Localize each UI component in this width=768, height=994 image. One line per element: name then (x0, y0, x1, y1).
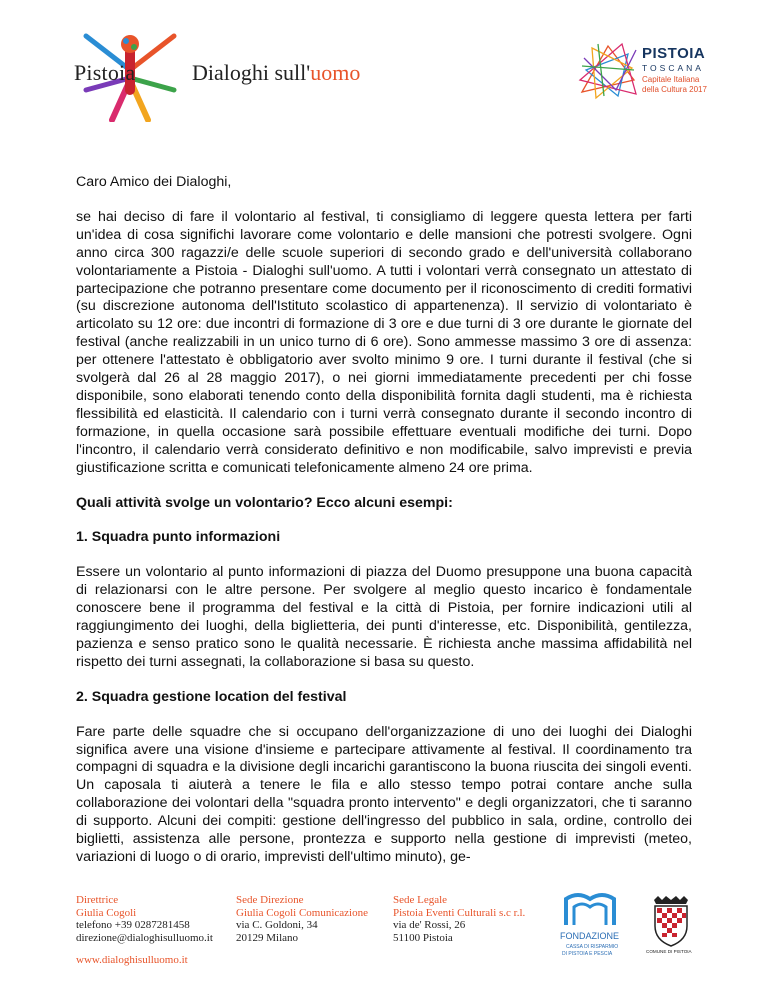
brand-dialoghi-main: Dialoghi sull' (192, 60, 311, 85)
brand-pistoia: Pistoia (74, 60, 136, 85)
salutation: Caro Amico dei Dialoghi, (76, 174, 232, 190)
footer-col2-street: via C. Goldoni, 34 (236, 919, 318, 931)
footer-sede-legale (393, 894, 525, 944)
footer-col3-street: via de' Rossi, 26 (393, 919, 466, 931)
fondazione-line-1: FONDAZIONE (560, 931, 620, 941)
pistoia-capitale-logo (578, 40, 638, 100)
brand-dialoghi-accent: uomo (310, 60, 361, 85)
footer-col3-name: Pistoia Eventi Culturali s.c r.l. (393, 906, 526, 919)
footer-col1-phone: telefono +39 0287281458 (76, 919, 190, 931)
comune-di-pistoia-crest (646, 894, 696, 954)
capitale-line-2: della Cultura 2017 (642, 85, 707, 94)
section-2-paragraph: Fare parte delle squadre che si occupano dell'organizzazione di uno dei luoghi dei Dialoghi significa avere una visione d'insieme e partecipare attivamente al festival. Il coordinamento tra compagni di squadra e la divisione degli incarichi garantiscono la buona riuscita dei singoli eventi. Un caposala ti aiuterà a tenere le fila e allo stesso tempo potrai contare anche sulla collaborazione dei volontari della "squadra pronto intervento" e degli organizzatori, che ti saranno di supporto. Alcuni dei compiti: gestione dell'ingresso del pubblico in sala, ordine, controllo dei biglietti, assistenza alle persone, prontezza e supporto nella gestione di imprevisti (meteo, variazioni di luogo o di orario, imprevisti dell'ultimo minuto), ge- (76, 723, 692, 865)
question-heading: Quali attività svolge un volontario? Ecco alcuni esempi: (76, 494, 453, 511)
footer-col1-name: Giulia Cogoli (76, 906, 137, 919)
pistoia-title: PISTOIA (642, 45, 706, 62)
website-link[interactable]: www.dialoghisulluomo.it (76, 954, 188, 966)
comune-label: COMUNE DI PISTOIA (646, 949, 692, 954)
letter-footer (0, 884, 768, 994)
letter-body (76, 174, 692, 884)
section-2-title: 2. Squadra gestione location del festival (76, 688, 347, 705)
footer-col2-heading: Sede Direzione (236, 894, 304, 906)
fondazione-line-3: DI PISTOIA E PESCIA (562, 951, 613, 957)
footer-col1-email[interactable]: direzione@dialoghisulluomo.it (76, 931, 213, 944)
intro-paragraph: se hai deciso di fare il volontario al festival, ti consigliamo di leggere questa lettera per farti un'idea di cosa significhi lavorare come volontario e delle mansioni che potresti svolgere. Ogni anno circa 300 ragazzi/e delle scuole superiori di secondo grado e dell'università collaborano volontariamente a Pistoia - Dialoghi sull'uomo. A tutti i volontari verrà consegnato un attestato di partecipazione che potranno presentare come documento per il riconoscimento di crediti formativi (su discrezione autonoma dell'Istituto scolastico di appartenenza). Il servizio di volontariato è articolato su 12 ore: due incontri di formazione di 3 ore e due turni di 3 ore durante le giornate del festival (anche realizzabili in un unico turno di 6 ore). Sono ammesse massimo 3 ore di assenza: per ottenere l'attestato è obbligatorio aver svolto minimo 9 ore. I turni durante il festival (che si svolgerà dal 26 al 28 maggio 2017), o nei giorni immediatamente precedenti per chi fosse disponibile, sono elaborati tenendo conto della disponibilità fornita dagli studenti, ma è richiesta flessibilità ed elasticità. Il calendario con i turni verrà consegnato durante il secondo incontro di formazione, in quella occasione sarà possibile effettuare eventuali modifiche dei turni. Dopo l'incontro, il calendario verrà considerato definitivo e non modificabile, salvo imprevisti e previa giustificazione scritta e comunicati telefonicamente almeno 24 ore prima. (76, 208, 692, 476)
capitale-line-1: Capitale Italiana (642, 75, 700, 84)
fondazione-logo (560, 891, 620, 963)
footer-col2-name: Giulia Cogoli Comunicazione (236, 906, 368, 919)
footer-sede-direzione (236, 894, 368, 944)
fondazione-line-2: CASSA DI RISPARMIO (566, 944, 619, 950)
letterhead (0, 0, 768, 130)
section-1-paragraph: Essere un volontario al punto informazioni di piazza del Duomo presuppone una buona capacità di relazionarsi con le altre persone. Per svolgere al meglio questo incarico è fondamentale conoscere bene il programma del festival e la città di Pistoia, per fornire indicazioni utili al raggiungimento dei luoghi, della biglietteria, dei punti d'interesse, etc. Disponibilità, gentilezza, pazienza e senso pratico sono le qualità necessarie. È richiesta anche massima affidabilità nel rispetto dei turni assegnati, la collaborazione si basa su questo. (76, 564, 692, 670)
footer-direttrice (76, 894, 213, 944)
pistoia-subtitle: TOSCANA (642, 63, 704, 73)
footer-col2-city: 20129 Milano (236, 931, 299, 944)
footer-col3-city: 51100 Pistoia (393, 931, 453, 944)
brand-dialoghi (192, 60, 360, 86)
footer-col1-heading: Direttrice (76, 894, 119, 906)
section-1-title: 1. Squadra punto informazioni (76, 529, 281, 546)
footer-col3-heading: Sede Legale (393, 894, 448, 906)
